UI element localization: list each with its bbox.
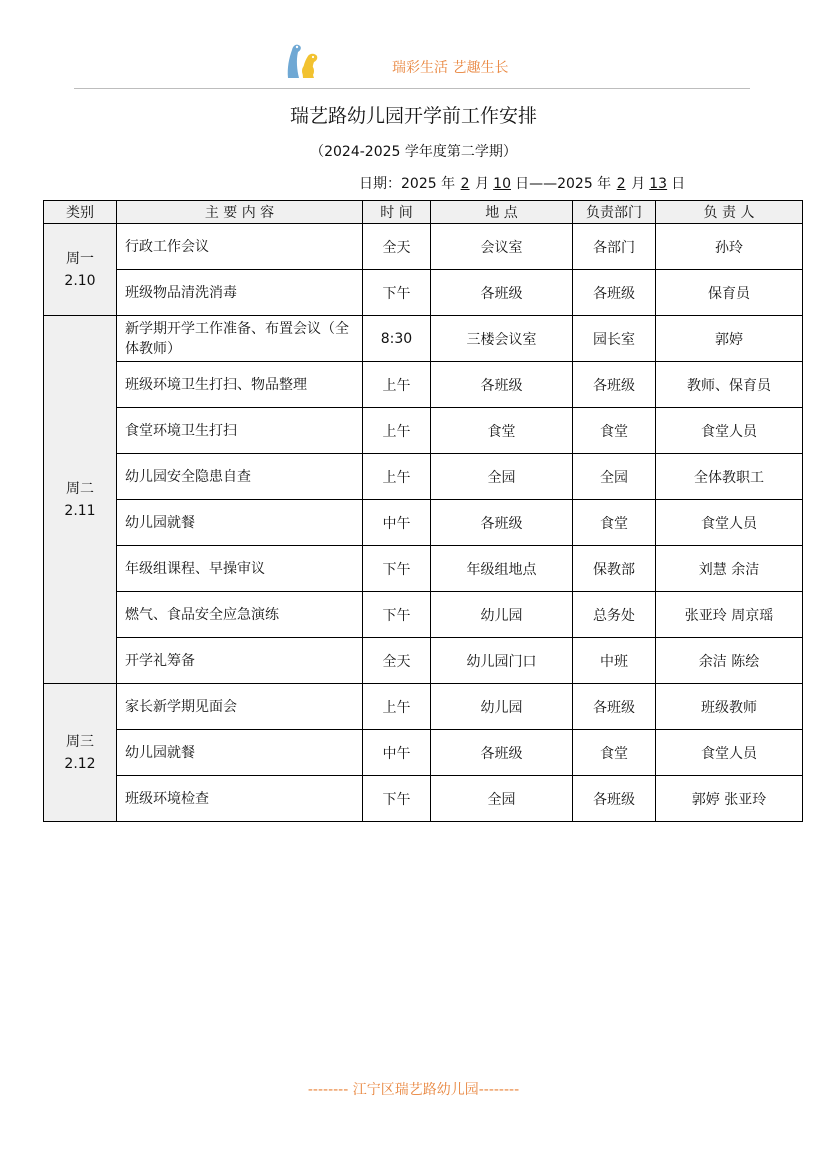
department-cell: 全园 (573, 454, 656, 500)
time-cell: 上午 (363, 408, 431, 454)
document-subtitle: （2024-2025 学年度第二学期） (310, 144, 517, 160)
content-cell: 年级组课程、早操审议 (117, 546, 363, 592)
department-cell: 总务处 (573, 592, 656, 638)
time-cell: 下午 (363, 592, 431, 638)
day-date: 2.12 (64, 755, 96, 772)
person-cell: 郭婷 张亚玲 (656, 776, 803, 822)
department-cell: 各班级 (573, 270, 656, 316)
header-content: 主 要 内 容 (117, 201, 363, 224)
content-cell: 行政工作会议 (117, 224, 363, 270)
time-cell: 下午 (363, 270, 431, 316)
footer-school-name: -------- 江宁区瑞艺路幼儿园-------- (307, 1082, 520, 1098)
person-cell: 孙玲 (656, 224, 803, 270)
date-prefix: 日期：2025 年 (359, 176, 456, 192)
header-slogan: 瑞彩生活 艺趣生长 (392, 60, 509, 76)
time-cell: 中午 (363, 730, 431, 776)
department-cell: 保教部 (573, 546, 656, 592)
time-cell: 全天 (363, 224, 431, 270)
person-cell: 食堂人员 (656, 730, 803, 776)
start-month: 2 (460, 176, 470, 192)
end-month: 2 (616, 176, 626, 192)
content-cell: 开学礼筹备 (117, 638, 363, 684)
time-cell: 上午 (363, 362, 431, 408)
location-cell: 各班级 (431, 362, 573, 408)
person-cell: 张亚玲 周京瑶 (656, 592, 803, 638)
time-cell: 8:30 (363, 316, 431, 362)
content-cell: 幼儿园安全隐患自查 (117, 454, 363, 500)
time-cell: 上午 (363, 684, 431, 730)
school-logo (278, 40, 326, 80)
month-label: 月 (475, 176, 490, 192)
header-divider (74, 88, 750, 89)
day-cell (44, 224, 117, 316)
table-row (44, 730, 803, 776)
header-category: 类别 (44, 201, 117, 224)
day-label: 周三 (66, 733, 94, 750)
content-cell: 食堂环境卫生打扫 (117, 408, 363, 454)
person-cell: 全体教职工 (656, 454, 803, 500)
location-cell: 全园 (431, 454, 573, 500)
time-cell: 下午 (363, 776, 431, 822)
person-cell: 教师、保育员 (656, 362, 803, 408)
day-cell (44, 684, 117, 822)
content-cell: 家长新学期见面会 (117, 684, 363, 730)
date-suffix: 日 (671, 176, 686, 192)
table-row (44, 638, 803, 684)
day-date: 2.10 (64, 272, 96, 289)
day-label: 周二 (66, 480, 94, 497)
date-separator: 日——2025 年 (515, 176, 612, 192)
location-cell: 幼儿园 (431, 684, 573, 730)
content-cell: 班级环境检查 (117, 776, 363, 822)
person-cell: 郭婷 (656, 316, 803, 362)
location-cell: 三楼会议室 (431, 316, 573, 362)
time-cell: 上午 (363, 454, 431, 500)
date-range (359, 173, 685, 193)
content-cell: 班级物品清洗消毒 (117, 270, 363, 316)
table-row (44, 500, 803, 546)
month-label: 月 (631, 176, 646, 192)
location-cell: 各班级 (431, 730, 573, 776)
time-cell: 中午 (363, 500, 431, 546)
header-department: 负责部门 (573, 201, 656, 224)
location-cell: 年级组地点 (431, 546, 573, 592)
table-row (44, 684, 803, 730)
header-location: 地 点 (431, 201, 573, 224)
department-cell: 各班级 (573, 776, 656, 822)
person-cell: 刘慧 余洁 (656, 546, 803, 592)
department-cell: 各部门 (573, 224, 656, 270)
department-cell: 各班级 (573, 362, 656, 408)
content-cell: 新学期开学工作准备、布置会议（全体教师） (117, 316, 363, 362)
content-cell: 幼儿园就餐 (117, 500, 363, 546)
start-day: 10 (493, 176, 511, 192)
location-cell: 会议室 (431, 224, 573, 270)
location-cell: 各班级 (431, 500, 573, 546)
person-cell: 班级教师 (656, 684, 803, 730)
department-cell: 各班级 (573, 684, 656, 730)
content-cell: 班级环境卫生打扫、物品整理 (117, 362, 363, 408)
time-cell: 全天 (363, 638, 431, 684)
person-cell: 保育员 (656, 270, 803, 316)
location-cell: 各班级 (431, 270, 573, 316)
person-cell: 食堂人员 (656, 408, 803, 454)
department-cell: 中班 (573, 638, 656, 684)
content-cell: 幼儿园就餐 (117, 730, 363, 776)
end-day: 13 (649, 176, 668, 192)
header-time: 时 间 (363, 201, 431, 224)
day-label: 周一 (66, 250, 94, 267)
person-cell: 食堂人员 (656, 500, 803, 546)
table-header-row (44, 201, 803, 224)
time-cell: 下午 (363, 546, 431, 592)
department-cell: 食堂 (573, 500, 656, 546)
document-title: 瑞艺路幼儿园开学前工作安排 (289, 105, 537, 127)
person-cell: 余洁 陈绘 (656, 638, 803, 684)
table-row (44, 224, 803, 270)
location-cell: 全园 (431, 776, 573, 822)
day-date: 2.11 (64, 502, 96, 519)
department-cell: 食堂 (573, 730, 656, 776)
schedule-table (43, 200, 803, 822)
department-cell: 食堂 (573, 408, 656, 454)
location-cell: 幼儿园 (431, 592, 573, 638)
location-cell: 食堂 (431, 408, 573, 454)
content-cell: 燃气、食品安全应急演练 (117, 592, 363, 638)
department-cell: 园长室 (573, 316, 656, 362)
header-person: 负 责 人 (656, 201, 803, 224)
location-cell: 幼儿园门口 (431, 638, 573, 684)
table-row (44, 454, 803, 500)
day-cell (44, 316, 117, 684)
table-row (44, 362, 803, 408)
table-row (44, 270, 803, 316)
table-row (44, 408, 803, 454)
table-row (44, 776, 803, 822)
table-row (44, 546, 803, 592)
table-row (44, 316, 803, 362)
table-row (44, 592, 803, 638)
